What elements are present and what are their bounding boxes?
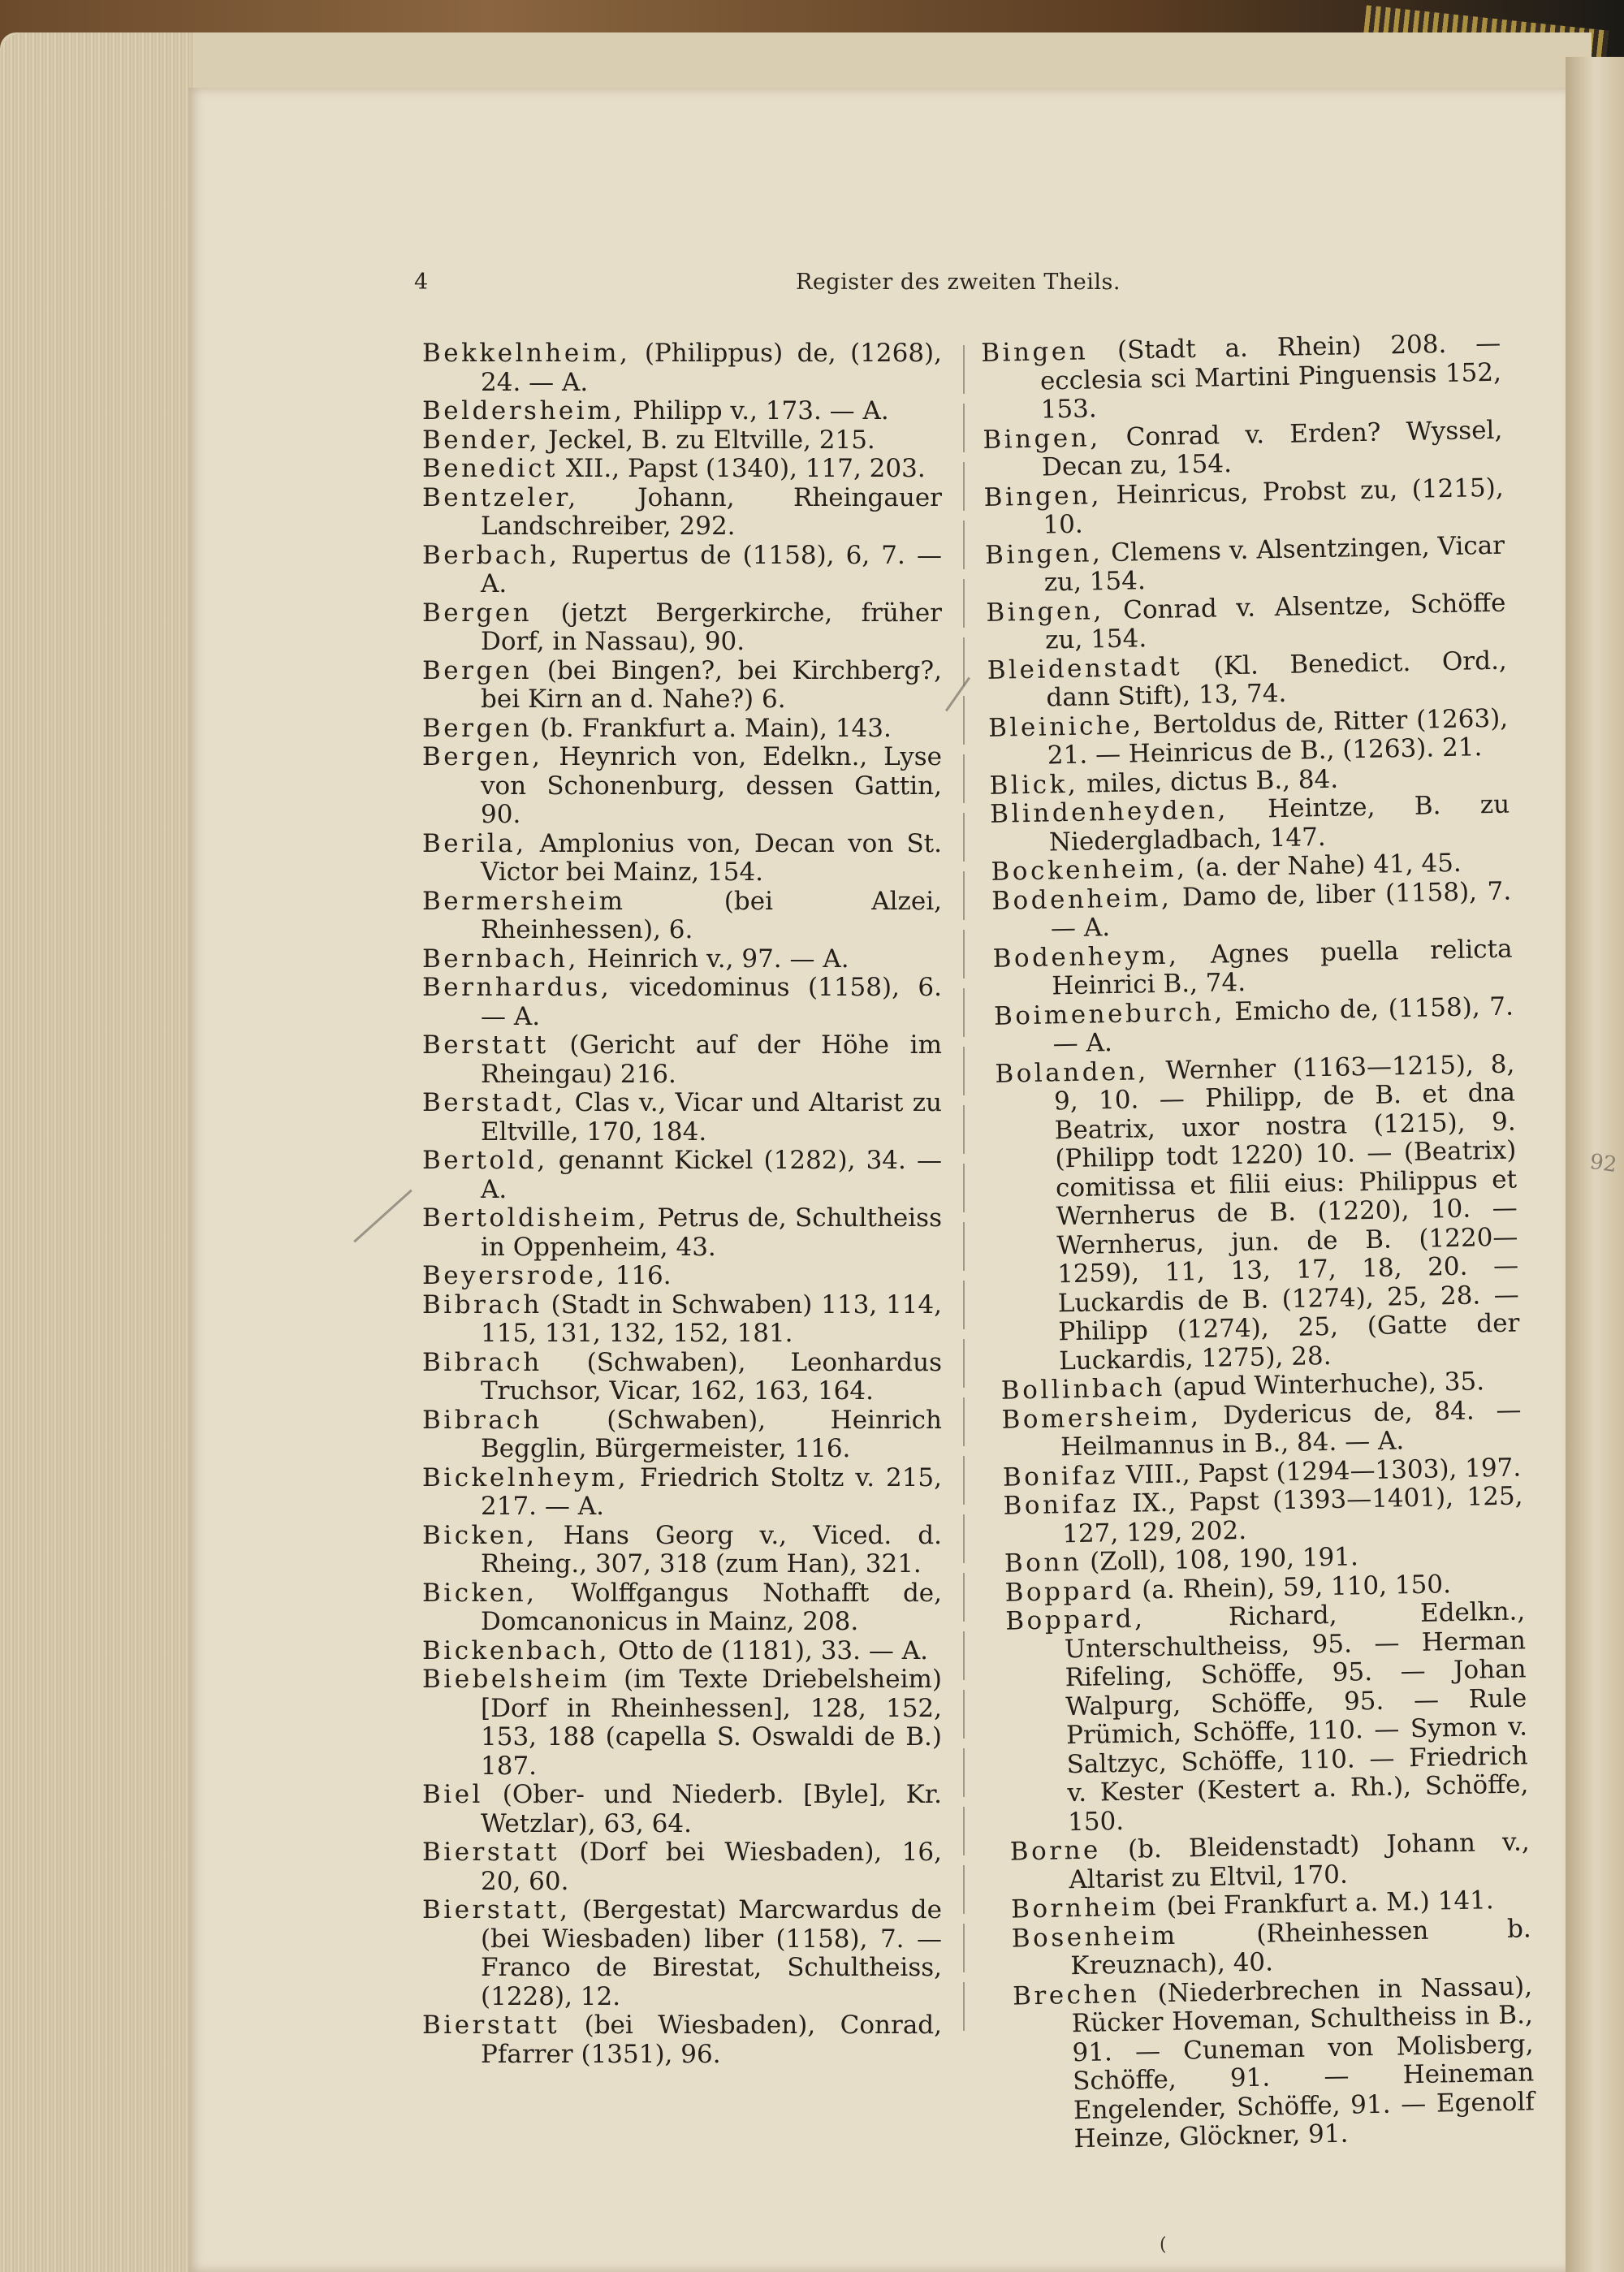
- entry-text: (a. der Nahe) 41, 45.: [1187, 848, 1462, 883]
- entry-text: (Dorf bei Wiesbaden), 16, 20, 60.: [481, 1838, 942, 1896]
- entry-text: (Kl. Benedict. Ord., dann Stift), 13, 74.: [1046, 646, 1508, 713]
- entry-headword: Bergen: [422, 598, 533, 628]
- index-entry: [422, 657, 942, 715]
- entry-text: Otto de (1181), 33. — A.: [610, 1635, 928, 1665]
- entry-text: IX., Papst (1393—1401), 125, 127, 129, 202.: [1061, 1481, 1523, 1549]
- entry-headword: Bingen,: [983, 480, 1103, 512]
- index-entry: [422, 974, 942, 1031]
- entry-headword: Bingen,: [984, 538, 1104, 570]
- page-edges: [0, 32, 195, 2272]
- index-entry: [983, 416, 1503, 483]
- entry-text: Amplonius von, Decan von St. Victor bei Mainz, 154.: [481, 828, 942, 887]
- entry-text: (a. Rhein), 59, 110, 150.: [1134, 1569, 1452, 1605]
- entry-headword: Bockenheim,: [991, 853, 1188, 887]
- index-entry: [422, 1031, 942, 1089]
- entry-headword: Bernbach,: [422, 944, 579, 974]
- entry-text: (bei Alzei, Rheinhessen), 6.: [481, 886, 942, 944]
- entry-text: (Schwaben), Leonhardus Truchsor, Vicar, 162, 163, 164.: [481, 1347, 942, 1406]
- index-entry: [422, 1406, 942, 1464]
- entry-text: (im Texte Driebelsheim) [Dorf in Rheinhessen], 128, 152, 153, 188 (capella S. Oswaldi de B.) 187.: [481, 1665, 942, 1781]
- entry-headword: Bernhardus,: [422, 973, 612, 1002]
- index-entry: [994, 992, 1514, 1060]
- entry-text: Conrad v. Alsentze, Schöffe zu, 154.: [1044, 588, 1506, 655]
- entry-text: (bei Bingen?, bei Kirchberg?, bei Kirn an d. Nahe?) 6.: [481, 655, 942, 714]
- index-entry: [1001, 1396, 1522, 1463]
- entry-text: Clemens v. Alsentzingen, Vicar zu, 154.: [1043, 530, 1505, 598]
- entry-headword: Bingen,: [986, 595, 1104, 628]
- entry-text: (Ober- und Niederb. [Byle], Kr. Wetzlar), 63, 64.: [481, 1780, 942, 1838]
- entry-headword: Bonn: [1004, 1547, 1082, 1579]
- entry-headword: Blick,: [989, 769, 1079, 801]
- index-entry: [422, 945, 942, 974]
- entry-headword: Bicken,: [422, 1578, 538, 1608]
- entry-headword: Bentzeler,: [422, 482, 579, 512]
- entry-headword: Bergen: [422, 713, 533, 743]
- index-entry: [987, 646, 1507, 714]
- index-entry: [985, 531, 1505, 598]
- entry-text: Conrad v. Erden? Wyssel, Decan zu, 154.: [1041, 415, 1503, 482]
- index-entry: [422, 1464, 942, 1522]
- entry-text: Heintze, B. zu Niedergladbach, 147.: [1048, 789, 1510, 857]
- index-entry: [1011, 1915, 1531, 1982]
- entry-headword: Bornheim: [1010, 1892, 1160, 1924]
- index-entry: [422, 484, 942, 542]
- entry-headword: Bertoldisheim,: [422, 1203, 650, 1233]
- index-entry: [422, 715, 942, 744]
- entry-headword: Berila,: [422, 828, 527, 858]
- entry-headword: Boppard,: [1004, 1604, 1146, 1636]
- index-entry: [995, 1050, 1520, 1377]
- entry-text: Damo de, liber (1158), 7. — A.: [1050, 876, 1512, 944]
- entry-headword: Bierstatt: [422, 2011, 560, 2040]
- entry-headword: Biel: [422, 1780, 483, 1809]
- entry-text: (Schwaben), Heinrich Begglin, Bürgermeister, 116.: [481, 1405, 942, 1463]
- entry-headword: Brechen: [1012, 1979, 1140, 2011]
- entry-headword: Bollinbach: [1000, 1372, 1165, 1406]
- index-entry: [422, 339, 942, 397]
- entry-headword: Biebelsheim: [422, 1665, 611, 1694]
- entry-headword: Blindenheyden,: [989, 795, 1229, 829]
- index-entry: [1003, 1482, 1523, 1549]
- entry-headword: Bickelnheym,: [422, 1462, 629, 1492]
- index-entry: [422, 830, 942, 888]
- entry-text: miles, dictus B., 84.: [1078, 764, 1339, 799]
- entry-headword: Benedict: [422, 454, 559, 483]
- index-entry: [422, 743, 942, 830]
- index-entry: [422, 2011, 942, 2069]
- entry-text: Emicho de, (1158), 7. — A.: [1052, 991, 1514, 1059]
- index-entry: [422, 1896, 942, 2011]
- index-entry: [990, 791, 1510, 858]
- entry-text: Dydericus de, 84. — Heilmannus in B., 84. — A.: [1060, 1394, 1522, 1462]
- entry-headword: Bibrach: [422, 1347, 542, 1377]
- entry-text: Bertoldus de, Ritter (1263), 21. — Heinricus de B., (1263). 21.: [1047, 703, 1509, 771]
- entry-text: Heinricus, Probst zu, (1215), 10.: [1043, 473, 1504, 540]
- right-column: [981, 330, 1535, 2155]
- entry-headword: Borne: [1009, 1835, 1102, 1867]
- entry-headword: Bonifaz: [1003, 1489, 1120, 1521]
- entry-text: (Bergestat) Marcwardus de (bei Wiesbaden) liber (1158), 7. — Franco de Birestat, Schultheiss, (1228), 12.: [481, 1895, 942, 2011]
- entry-text: Clas v., Vicar und Altarist zu Eltville, 170, 184.: [481, 1088, 942, 1147]
- entry-text: (bei Wiesbaden), Conrad, Pfarrer (1351), 96.: [481, 2011, 942, 2069]
- entry-text: Wernher (1163—1215), 8, 9, 10. — Philipp, de B. et dna Beatrix, uxor nostra (1215), 9. (Philipp todt 1220) 10. — (Beatrix) comitissa et filii eius: Philippus et Wernherus de B. (1220), 10. — Wernherus, jun. de B. (1220—1259), 11, 13, 17, 18, 20. — Luckardis de B. (1274), 25, 28. — Philipp (1274), 25, (Gatte der Luckardis, 1275), 28.: [1053, 1049, 1520, 1376]
- entry-headword: Bibrach: [422, 1405, 542, 1435]
- entry-text: Agnes puella relicta Heinrici B., 74.: [1051, 934, 1513, 1001]
- index-entry: [422, 1579, 942, 1637]
- index-entry: [422, 1089, 942, 1147]
- entry-text: Richard, Edelkn., Unterschultheiss, 95. — Herman Rifeling, Schöffe, 95. — Johan Walpurg, Schöffe, 95. — Rule Prümich, Schöffe, 110. — Symon v. Saltzyc, Schöffe, 110. — Friedrich v. Kester (Kestert a. Rh.), Schöffe, 150.: [1064, 1596, 1529, 1837]
- entry-text: vicedominus (1158), 6. — A.: [481, 973, 942, 1031]
- entry-headword: Bleidenstadt: [987, 651, 1183, 685]
- entry-headword: Bibrach: [422, 1289, 542, 1320]
- entry-headword: Bermersheim: [422, 886, 626, 916]
- index-entry: [422, 542, 942, 599]
- entry-headword: Boppard: [1004, 1575, 1134, 1608]
- entry-headword: Berstatt: [422, 1030, 549, 1060]
- column-divider: [963, 345, 965, 2034]
- index-entry: [422, 1637, 942, 1666]
- entry-text: (Zoll), 108, 190, 191.: [1081, 1542, 1359, 1577]
- index-entry: [983, 473, 1504, 541]
- index-entry: [992, 935, 1513, 1002]
- bottom-mark: (: [1160, 2235, 1167, 2255]
- entry-text: Rupertus de (1158), 6, 7. — A.: [481, 540, 942, 598]
- entry-headword: Bonifaz: [1002, 1460, 1119, 1492]
- entry-text: (Rheinhessen b. Kreuznach), 40.: [1070, 1913, 1532, 1981]
- entry-headword: Bolanden,: [995, 1056, 1150, 1089]
- index-entry: [981, 330, 1502, 426]
- entry-headword: Berbach,: [422, 540, 560, 570]
- entry-text: VIII., Papst (1294—1303), 197.: [1117, 1452, 1522, 1490]
- entry-headword: Beldersheim,: [422, 396, 625, 425]
- index-entry: [1005, 1597, 1529, 1838]
- index-entry: [422, 1781, 942, 1838]
- entry-text: (jetzt Bergerkirche, früher Dorf, in Nassau), 90.: [481, 598, 942, 656]
- index-entry: [991, 877, 1512, 944]
- running-head: Register des zweiten Theils.: [796, 270, 1121, 295]
- index-entry: [422, 1838, 942, 1896]
- entry-headword: Bomersheim,: [1001, 1401, 1202, 1435]
- index-entry: [422, 599, 942, 657]
- entry-text: Heinrich v., 97. — A.: [578, 944, 849, 974]
- index-entry: [422, 1665, 942, 1781]
- page-header: [414, 270, 1551, 302]
- index-entry: [422, 397, 942, 426]
- entry-text: Friedrich Stoltz v. 215, 217. — A.: [481, 1462, 942, 1521]
- index-entry: [422, 1291, 942, 1349]
- entry-headword: Bingen: [980, 336, 1089, 368]
- entry-headword: Bierstatt,: [422, 1895, 571, 1924]
- margin-note: 92: [1588, 1149, 1619, 1178]
- index-entry: [422, 1349, 942, 1406]
- index-entry: [422, 1262, 942, 1291]
- entry-headword: Boimeneburch,: [993, 996, 1226, 1031]
- entry-text: Jeckel, B. zu Eltville, 215.: [540, 425, 875, 455]
- entry-text: (Stadt a. Rhein) 208. — ecclesia sci Martini Pinguensis 152, 153.: [1039, 328, 1502, 425]
- page-number: 4: [414, 270, 429, 295]
- entry-headword: Bodenheim,: [991, 883, 1173, 916]
- entry-text: Hans Georg v., Viced. d. Rheing., 307, 318 (zum Han), 321.: [481, 1520, 942, 1579]
- entry-text: (Niederbrechen in Nassau), Rücker Hoveman, Schultheiss in B., 91. — Cuneman von Molisberg, Schöffe, 91. — Heineman Engelender, Schöffe, 91. — Egenolf Heinze, Glöckner, 91.: [1071, 1971, 1535, 2154]
- index-entry: [1013, 1972, 1535, 2155]
- entry-headword: Bertold,: [422, 1146, 548, 1175]
- index-entry: [422, 426, 942, 456]
- entry-headword: Bicken,: [422, 1520, 538, 1550]
- index-entry: [986, 589, 1506, 656]
- entry-text: XII., Papst (1340), 117, 203.: [558, 454, 926, 483]
- entry-headword: Bosenheim: [1011, 1920, 1178, 1954]
- entry-text: (b. Frankfurt a. Main), 143.: [532, 713, 892, 743]
- entry-text: Philipp v., 173. — A.: [624, 396, 889, 425]
- entry-headword: Berstadt,: [422, 1088, 566, 1117]
- left-column: [422, 339, 942, 2069]
- entry-headword: Beyersrode,: [422, 1261, 607, 1290]
- index-entry: [1009, 1828, 1530, 1895]
- entry-text: (apud Winterhuche), 35.: [1164, 1367, 1485, 1402]
- entry-text: (Philippus) de, (1268), 24. — A.: [481, 339, 942, 397]
- entry-headword: Bergen,: [422, 742, 543, 771]
- entry-text: (b. Bleidenstadt) Johann v., Altarist zu Eltvil, 170.: [1069, 1827, 1530, 1894]
- index-entry: [422, 1204, 942, 1262]
- entry-text: Petrus de, Schultheiss in Oppenheim, 43.: [481, 1203, 942, 1262]
- entry-text: genannt Kickel (1282), 34. — A.: [481, 1146, 942, 1204]
- entry-headword: Bergen: [422, 655, 533, 685]
- entry-text: 116.: [607, 1261, 672, 1290]
- entry-headword: Bodenheym,: [992, 939, 1180, 974]
- entry-headword: Bierstatt: [422, 1838, 560, 1867]
- index-entry: [422, 1522, 942, 1579]
- entry-headword: Bingen,: [983, 422, 1101, 455]
- index-entry: [422, 455, 942, 484]
- entry-headword: Bleiniche,: [987, 710, 1144, 743]
- index-entry: [422, 888, 942, 945]
- entry-text: Wolffgangus Nothafft de, Domcanonicus in Mainz, 208.: [481, 1578, 942, 1636]
- entry-text: Johann, Rheingauer Landschreiber, 292.: [481, 482, 942, 541]
- entry-text: (Gericht auf der Höhe im Rheingau) 216.: [481, 1030, 942, 1089]
- entry-text: Heynrich von, Edelkn., Lyse von Schonenburg, dessen Gattin, 90.: [481, 742, 942, 829]
- entry-headword: Bender,: [422, 425, 541, 455]
- entry-text: (bei Frankfurt a. M.) 141.: [1158, 1885, 1495, 1922]
- entry-headword: Bekkelnheim,: [422, 339, 631, 368]
- index-entry: [422, 1147, 942, 1204]
- entry-headword: Bickenbach,: [422, 1635, 611, 1665]
- index-entry: [988, 704, 1509, 771]
- entry-text: (Stadt in Schwaben) 113, 114, 115, 131, 132, 152, 181.: [481, 1289, 942, 1348]
